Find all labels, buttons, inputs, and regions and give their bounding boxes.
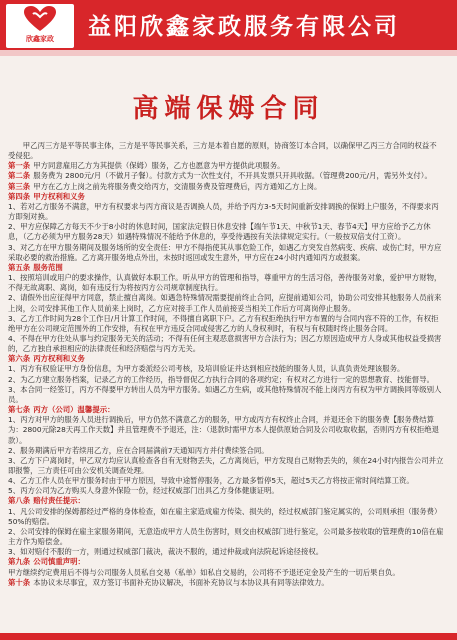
clause-text: 2、为乙方建立服务档案，记录乙方的工作经历，指导督促乙方执行合同的各项约定；有权对乙方进行一定的思想教育、技能督导。	[8, 374, 434, 384]
article-label: 第十条	[8, 577, 31, 587]
clause-text: 甲方权利和义务	[33, 191, 85, 201]
clause-text: 丙方权利和义务	[33, 354, 85, 364]
clause-text: 甲方在乙方上岗之前先将服务费交给丙方，交清服务费及管理费后，丙方通知乙方上岗。	[33, 181, 322, 191]
clause-text: 2、甲方应保障乙方每天不少于8小时的休息时间，国家法定假日休息安排【端午节1天、中秋节1天、春节4天】甲方应给予乙方休息，（乙方必须为甲方服务28天）如遇特殊情况不能给予休息的，享受待遇按有关法律规定实行。（一般按双倍支付工资）。	[8, 222, 431, 242]
clause-text: 4、不得在甲方住处从事与约定服务无关的活动；不得有任何主观恶意损害甲方合法行为；因乙方原因造成甲方人身或其他权益受损害的，乙方独自承担相应的法律责任和经济赔偿与丙方无关。	[8, 333, 442, 354]
article-17	[8, 405, 444, 415]
clause-14	[8, 364, 444, 374]
clause-text: 1、凡公司安排的保姆都经过严格的身体检查，如在雇主家造成雇方传染、损失的，经过权威部门鉴定属实的，公司则承担（服务费）50%的赔偿。	[8, 506, 442, 526]
clause-text: 5、丙方公司为乙方购买人身意外保险一份，经过权威部门出具乙方身体健康证明。	[8, 486, 279, 496]
article-4	[8, 192, 444, 202]
article-label: 第四条	[8, 191, 31, 201]
clause-text: 服务费为 2800元/月（不做月子餐）。付款方式为一次性支付，不开具发票只开具收据。（管理费200元/月，需另外支付）。	[33, 171, 432, 181]
company-logo	[6, 4, 74, 48]
article-8	[8, 263, 444, 273]
article-label: 第二条	[8, 171, 31, 181]
article-29	[8, 578, 444, 588]
company-name: 益阳欣鑫家政服务有限公司	[88, 13, 400, 40]
intro-paragraph: 甲乙丙三方是平等民事主体，三方是平等民事关系，三方是本着自愿的原则，协商签订本合同，以确保甲乙丙三方合同的权益不受侵犯。	[8, 141, 437, 161]
clause-10	[8, 293, 444, 313]
article-label: 第七条	[8, 405, 31, 415]
article-label: 第三条	[8, 181, 31, 191]
article-label: 第九条	[8, 557, 31, 567]
clause-text: 2、服务期满后甲方若续用乙方，应在合同届满前7天通知丙方并付费续签合同。	[8, 445, 269, 455]
clause-text: 甲方同意雇用乙方为其提供（保姆）服务，乙方也愿意为甲方提供此项服务。	[33, 161, 285, 171]
clause-text: 赔付责任提示：	[33, 496, 85, 506]
clause-24	[8, 507, 444, 527]
clause-7	[8, 243, 444, 263]
clause-9	[8, 273, 444, 293]
clause-20	[8, 456, 444, 476]
clause-11	[8, 314, 444, 334]
clause-text: 3、乙方下户离岗时，甲乙双方均应认真检查各自有无财物丢失，乙方离岗后，甲方发现自己财物丢失的，须在24小时内报告公司并立即报警，三方责任可由公安机关调查处理。	[8, 455, 444, 475]
clause-text: 丙方（公司）温馨提示：	[33, 405, 115, 415]
clause-15	[8, 375, 444, 385]
clause-12	[8, 334, 444, 354]
clause-text: 3、如对赔付不服的一方，则通过权威部门裁决，裁决不服的，通过仲裁或向法院起诉途径接权。	[8, 547, 324, 557]
clause-text: 公司慎重声明：	[33, 557, 85, 567]
article-label: 第八条	[8, 496, 31, 506]
clause-text: 本协议未尽事宜，双方签订书面补充协议解决，书面补充协议与本协议具有同等法律效力。	[33, 577, 329, 587]
document-title: 高端保姆合同	[132, 94, 325, 124]
article-2	[8, 171, 444, 181]
clause-26	[8, 547, 444, 557]
clause-text: 3、乙方工作时间为28个工作日/月计算工作时间，不得擅自离职下户。乙方有权拒绝执行甲方布置的与合同内容不符的工作，有权拒绝甲方在公司规定范围外的工作安排，有权在甲方违反合同或侵害乙方的人身权利时，有权与有权随时终止服务合同。	[8, 313, 439, 333]
logo-text: 欣鑫家政	[26, 35, 54, 43]
clause-25	[8, 527, 444, 547]
article-23	[8, 496, 444, 506]
clause-text: 甲方继续约定费用后不得与公司服务人员私自交易（私单）如私自交易的，公司将不予退还定金及产生的一切后果自负。	[8, 567, 400, 577]
article-label: 第五条	[8, 262, 31, 272]
clause-text: 3、本合同一经签订，丙方不得要甲方转出人员为甲方服务。如遇乙方生病，或其他特殊情况不能上岗丙方有权为甲方调换同等级别人员。	[8, 384, 442, 404]
clause-text: 3、对乙方在甲方服务期间及服务场所的安全责任：甲方不得指使其从事危险工作，如遇乙方突发自然病变、疾病、或伤亡时，甲方应采取必要的救治措施。乙方离开服务地点外出，未按时返回或发生意外，甲方应在24小时内通知丙方或报案。	[8, 242, 442, 262]
clause-text: 1、丙方有权验证甲方身份信息，为甲方委派经公司考核，及培训验证并达到相应技能的服务人员，认真负责处理该服务。	[8, 364, 405, 374]
contract-body	[8, 141, 444, 588]
article-label: 第一条	[8, 161, 31, 171]
footer-bar	[0, 633, 457, 640]
clause-28	[8, 568, 444, 578]
header-bar	[0, 0, 457, 50]
clause-6	[8, 222, 444, 242]
clause-text: 1、丙方对甲方的服务人员进行调换后，甲方仍然不满意乙方的服务，甲方或丙方有权终止合同，并退还余下的服务费【服务费结算为：2800元除28天再工作天数】并且管理费不予退还，注：（退款时需甲方本人提供原始合同及公司收取收据，否则丙方有权拒绝退款）。	[8, 415, 440, 445]
clause-text: 1、若对乙方服务不满意，甲方有权要求与丙方商议是否调换人员，并给予丙方3-5天时间重新安排调换的保姆上户服务，不得要求丙方即刻对换。	[8, 201, 439, 222]
clause-text: 1、按照培训或用户的要求操作，认真做好本职工作。听从甲方的管理和指导，尊重甲方的生活习俗，善待服务对象，爱护甲方财物，不得无故离职、离岗，如有违反行为将按丙方公司规章制度执行。	[8, 273, 442, 293]
clause-19	[8, 446, 444, 456]
header-stripe	[0, 50, 457, 56]
clause-16	[8, 385, 444, 405]
article-3	[8, 182, 444, 192]
article-27	[8, 557, 444, 567]
clause-text: 2、请假外出应征得甲方同意，禁止擅自离岗。如遇急特殊情况需要提前终止合同，应提前通知公司，协助公司安排其他服务人员前来上岗，公司安排其他工作人员前来上岗时，乙方应对接手工作人员前接妥当相关工作后方可离岗停止服务。	[8, 293, 442, 313]
article-1	[8, 161, 444, 171]
clause-text: 2、公司安排的保姆在雇主家服务期间，无意造成甲方人员生伤害时，则交由权威部门进行鉴定，公司最多按收取的管理费的10倍在雇主方作为赔偿金。	[8, 526, 444, 547]
article-13	[8, 354, 444, 364]
clause-21	[8, 476, 444, 486]
clause-18	[8, 415, 444, 445]
heart-logo-icon	[24, 6, 56, 32]
clause-22	[8, 486, 444, 496]
clause-text: 4、乙方工作人员在甲方服务时由于甲方原因，导致中途暂停服务，乙方最多暂停5天，超过5天乙方将按正常时间结算工资。	[8, 476, 414, 486]
clause-5	[8, 202, 444, 222]
article-label: 第六条	[8, 354, 31, 364]
clause-text: 服务范围	[33, 262, 63, 272]
